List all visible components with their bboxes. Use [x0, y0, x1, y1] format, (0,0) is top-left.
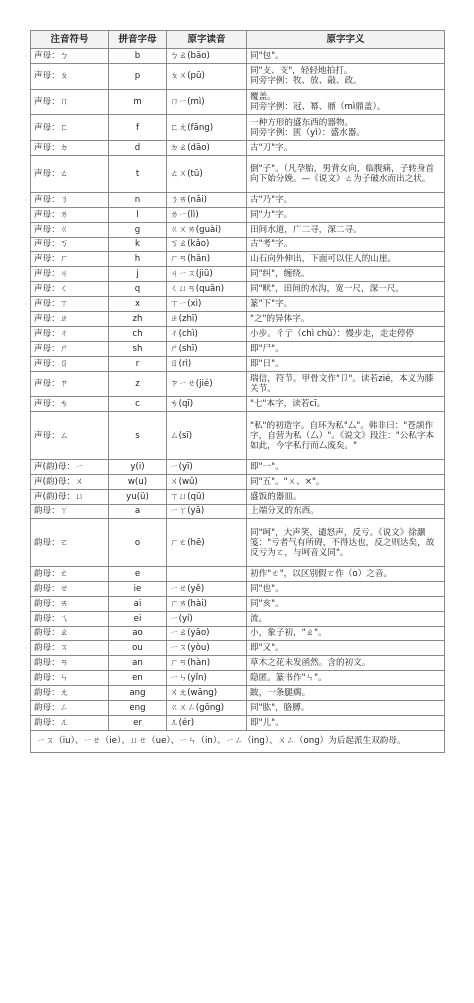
table-row	[31, 701, 445, 716]
table-row	[31, 397, 445, 412]
cell-original-meaning: 同"畎"，田间的水沟，宽一尺，深一尺。	[247, 282, 445, 297]
table-row	[31, 63, 445, 89]
cell-zhuyin: 声母：ㄍ	[31, 222, 109, 237]
cell-zhuyin: 声母：ㄎ	[31, 237, 109, 252]
cell-pinyin: sh	[109, 341, 167, 356]
cell-zhuyin: 声母：ㄆ	[31, 63, 109, 89]
cell-original-meaning: 上端分叉的东西。	[247, 504, 445, 519]
cell-original-reading: ㄊㄨ(tū)	[167, 156, 247, 193]
cell-pinyin: ai	[109, 596, 167, 611]
header-pinyin: 拼音字母	[109, 31, 167, 49]
cell-zhuyin: 声母：ㄈ	[31, 115, 109, 141]
table-row	[31, 715, 445, 730]
cell-original-meaning: 同"肱"，胳膊。	[247, 701, 445, 716]
header-zhuyin: 注音符号	[31, 31, 109, 49]
cell-original-meaning: 同"五"。"ㄨ、×"。	[247, 474, 445, 489]
cell-original-reading: ㄐㄧㄡ(jiū)	[167, 267, 247, 282]
cell-pinyin: ao	[109, 626, 167, 641]
cell-zhuyin: 声母：ㄊ	[31, 156, 109, 193]
cell-original-meaning: 即"尸"。	[247, 341, 445, 356]
cell-zhuyin: 声母：ㄑ	[31, 282, 109, 297]
table-row	[31, 641, 445, 656]
cell-zhuyin: 声母：ㄐ	[31, 267, 109, 282]
cell-original-reading: ㄈㄤ(fāng)	[167, 115, 247, 141]
table-row	[31, 222, 445, 237]
cell-original-meaning: 同"攴、支"，轻轻地拍打。 同旁字例：牧、放、敲、政。	[247, 63, 445, 89]
cell-zhuyin: 声(韵)母：ㄧ	[31, 459, 109, 474]
cell-original-reading: ㄋㄞ(nǎi)	[167, 192, 247, 207]
table-row	[31, 297, 445, 312]
cell-original-reading: ㄅㄠ(bāo)	[167, 49, 247, 64]
cell-original-reading: ㄨㄤ(wāng)	[167, 686, 247, 701]
cell-original-reading: ㄨ(wǔ)	[167, 474, 247, 489]
cell-pinyin: w(u)	[109, 474, 167, 489]
cell-pinyin: yu(ü)	[109, 489, 167, 504]
cell-original-reading: ㄔ(chì)	[167, 326, 247, 341]
cell-original-reading: ㄏㄜ(hē)	[167, 519, 247, 567]
cell-original-reading: ㄧㄠ(yāo)	[167, 626, 247, 641]
table-row	[31, 596, 445, 611]
cell-zhuyin: 声母：ㄅ	[31, 49, 109, 64]
cell-original-reading: ㄘ(qī)	[167, 397, 247, 412]
cell-zhuyin: 声母：ㄖ	[31, 356, 109, 371]
cell-pinyin: b	[109, 49, 167, 64]
cell-pinyin: zh	[109, 311, 167, 326]
cell-pinyin: n	[109, 192, 167, 207]
cell-original-reading: ㄗㄧㄝ(jié)	[167, 371, 247, 397]
cell-pinyin: r	[109, 356, 167, 371]
cell-original-reading: ㄧㄡ(yòu)	[167, 641, 247, 656]
cell-original-reading: ㄧㄝ(yě)	[167, 581, 247, 596]
cell-zhuyin: 韵母：ㄠ	[31, 626, 109, 641]
cell-zhuyin: 韵母：ㄛ	[31, 519, 109, 567]
cell-original-reading: ㄏㄢ(hàn)	[167, 656, 247, 671]
table-row	[31, 252, 445, 267]
cell-original-meaning: 古"考"字。	[247, 237, 445, 252]
cell-zhuyin: 声母：ㄌ	[31, 207, 109, 222]
table-row	[31, 581, 445, 596]
cell-zhuyin: 声母：ㄒ	[31, 297, 109, 312]
cell-original-meaning: 古"乃"字。	[247, 192, 445, 207]
zhuyin-table-container	[30, 30, 444, 753]
cell-original-reading: ㄧ(yī)	[167, 459, 247, 474]
cell-zhuyin: 韵母：ㄜ	[31, 566, 109, 581]
cell-original-meaning: 流。	[247, 611, 445, 626]
cell-original-meaning: 山石向外伸出，下面可以住人的山崖。	[247, 252, 445, 267]
table-row	[31, 192, 445, 207]
cell-original-meaning: 跛，一条腿瘸。	[247, 686, 445, 701]
cell-original-reading: ㄦ(ér)	[167, 715, 247, 730]
cell-pinyin: e	[109, 566, 167, 581]
header-original-meaning: 原字字义	[247, 31, 445, 49]
cell-pinyin: s	[109, 412, 167, 460]
table-row	[31, 626, 445, 641]
cell-zhuyin: 声母：ㄔ	[31, 326, 109, 341]
zhuyin-table	[30, 30, 445, 753]
cell-pinyin: d	[109, 141, 167, 156]
cell-original-meaning: 盛饭的器皿。	[247, 489, 445, 504]
table-row	[31, 237, 445, 252]
table-row	[31, 489, 445, 504]
cell-original-reading: ㄑㄩㄢ(quǎn)	[167, 282, 247, 297]
cell-original-meaning: 古"刀"字。	[247, 141, 445, 156]
cell-original-meaning: 篆"下"字。	[247, 297, 445, 312]
table-row	[31, 459, 445, 474]
cell-zhuyin: 韵母：ㄡ	[31, 641, 109, 656]
cell-original-meaning: 覆盖。 同旁字例：冠、幂、鼏（mì鼎盖）。	[247, 89, 445, 115]
cell-original-reading: ㄧㄣ(yǐn)	[167, 671, 247, 686]
cell-zhuyin: 声母：ㄓ	[31, 311, 109, 326]
cell-original-meaning: 同"力"字。	[247, 207, 445, 222]
table-row	[31, 141, 445, 156]
table-row	[31, 656, 445, 671]
cell-pinyin: ou	[109, 641, 167, 656]
cell-pinyin: y(i)	[109, 459, 167, 474]
cell-original-reading: ㄏㄢ(hǎn)	[167, 252, 247, 267]
cell-original-meaning: 倒"子"。（凡孕胎，男背女向，临腹痛，子转身首向下始分娩。—《说文》ㄊ为子破水而出之状。	[247, 156, 445, 193]
cell-zhuyin: 韵母：ㄟ	[31, 611, 109, 626]
cell-original-reading: ㄓ(zhī)	[167, 311, 247, 326]
table-row	[31, 207, 445, 222]
cell-pinyin: ch	[109, 326, 167, 341]
cell-original-reading: ㄕ(shī)	[167, 341, 247, 356]
cell-original-meaning: 同"包"。	[247, 49, 445, 64]
cell-zhuyin: 韵母：ㄣ	[31, 671, 109, 686]
cell-original-meaning: 草木之花未发函然。含的初文。	[247, 656, 445, 671]
cell-pinyin: ei	[109, 611, 167, 626]
cell-pinyin: f	[109, 115, 167, 141]
cell-original-reading: ㄧ(yí)	[167, 611, 247, 626]
cell-original-reading: ㄎㄠ(kǎo)	[167, 237, 247, 252]
cell-original-reading: ㄉㄠ(dāo)	[167, 141, 247, 156]
cell-original-meaning: 即"一"。	[247, 459, 445, 474]
cell-original-reading: ㄏㄞ(hài)	[167, 596, 247, 611]
table-row	[31, 89, 445, 115]
table-header-row	[31, 31, 445, 49]
table-row	[31, 412, 445, 460]
cell-original-reading: ㄌㄧ(lì)	[167, 207, 247, 222]
cell-original-meaning: 同"呵"，大声笑，谴怒声，反亏。《说文》徐灏笺："亏者气有所碍，不得达也，反之则达矣，故反亏为ㄛ，与呵音义同"。	[247, 519, 445, 567]
table-row	[31, 519, 445, 567]
cell-original-meaning: "私"的初造字。自环为私"厶"。韩非曰："苍颉作字，自营为私（厶）"。《说文》段注："公私字本如此，今字私行而厶废矣。"	[247, 412, 445, 460]
cell-pinyin: k	[109, 237, 167, 252]
table-row	[31, 371, 445, 397]
cell-zhuyin: 声(韵)母：ㄩ	[31, 489, 109, 504]
table-row	[31, 611, 445, 626]
cell-original-meaning: 隐匿。篆书作"ㄣ"。	[247, 671, 445, 686]
cell-original-reading: ㄙ(sī)	[167, 412, 247, 460]
cell-pinyin: l	[109, 207, 167, 222]
cell-zhuyin: 声母：ㄕ	[31, 341, 109, 356]
cell-pinyin: q	[109, 282, 167, 297]
cell-original-meaning: 同"也"。	[247, 581, 445, 596]
table-row	[31, 356, 445, 371]
cell-original-meaning: "之"的异体字。	[247, 311, 445, 326]
cell-original-reading: ㄧㄚ(yā)	[167, 504, 247, 519]
cell-original-reading: ㄍㄨㄥ(gōng)	[167, 701, 247, 716]
footnote-row	[31, 730, 445, 752]
header-original-reading: 原字读音	[167, 31, 247, 49]
cell-original-meaning: 初作"ㄜ"，以区别假ㄛ作（o）之音。	[247, 566, 445, 581]
table-row	[31, 671, 445, 686]
cell-zhuyin: 声母：ㄗ	[31, 371, 109, 397]
cell-original-meaning: 田间水道，广二寻，深二寻。	[247, 222, 445, 237]
cell-zhuyin: 声母：ㄇ	[31, 89, 109, 115]
cell-pinyin: z	[109, 371, 167, 397]
table-row	[31, 504, 445, 519]
cell-pinyin: ie	[109, 581, 167, 596]
cell-original-meaning: 瑞信，符节。甲骨文作"卩"。读若zié，本义为膝关节。	[247, 371, 445, 397]
cell-pinyin: g	[109, 222, 167, 237]
cell-pinyin: c	[109, 397, 167, 412]
table-row	[31, 326, 445, 341]
table-row	[31, 311, 445, 326]
cell-zhuyin: 韵母：ㄦ	[31, 715, 109, 730]
cell-original-reading: ㄖ(rì)	[167, 356, 247, 371]
cell-original-reading: ㄒㄧ(xì)	[167, 297, 247, 312]
table-row	[31, 566, 445, 581]
cell-pinyin: eng	[109, 701, 167, 716]
table-row	[31, 282, 445, 297]
cell-original-reading: ㄆㄨ(pū)	[167, 63, 247, 89]
cell-original-meaning: 同"亥"。	[247, 596, 445, 611]
cell-pinyin: p	[109, 63, 167, 89]
cell-original-reading	[167, 566, 247, 581]
cell-zhuyin: 韵母：ㄝ	[31, 581, 109, 596]
table-body	[31, 49, 445, 731]
cell-pinyin: m	[109, 89, 167, 115]
table-row	[31, 115, 445, 141]
cell-zhuyin: 韵母：ㄢ	[31, 656, 109, 671]
cell-pinyin: o	[109, 519, 167, 567]
cell-zhuyin: 韵母：ㄥ	[31, 701, 109, 716]
cell-pinyin: en	[109, 671, 167, 686]
cell-pinyin: ang	[109, 686, 167, 701]
cell-zhuyin: 声(韵)母：ㄨ	[31, 474, 109, 489]
cell-original-meaning: 一种方形的盛东西的器物。 同旁字例：匧（yì）：盛水器。	[247, 115, 445, 141]
cell-zhuyin: 韵母：ㄚ	[31, 504, 109, 519]
cell-zhuyin: 声母：ㄋ	[31, 192, 109, 207]
table-row	[31, 49, 445, 64]
cell-original-meaning: "七"本字，读若cī。	[247, 397, 445, 412]
cell-zhuyin: 声母：ㄘ	[31, 397, 109, 412]
cell-pinyin: an	[109, 656, 167, 671]
cell-zhuyin: 声母：ㄙ	[31, 412, 109, 460]
cell-original-meaning: 即"又"。	[247, 641, 445, 656]
footnote: ㄧㄡ（iu）、ㄧㄝ（ie）、ㄩㄝ（ue）、ㄧㄣ（in）、ㄧㄥ（ing）、ㄨㄥ（ong）为后起派生双韵母。	[31, 730, 445, 752]
cell-original-reading: ㄍㄨㄞ(guài)	[167, 222, 247, 237]
cell-pinyin: er	[109, 715, 167, 730]
cell-pinyin: t	[109, 156, 167, 193]
cell-zhuyin: 韵母：ㄞ	[31, 596, 109, 611]
cell-original-reading: ㄒㄩ(qū)	[167, 489, 247, 504]
cell-zhuyin: 韵母：ㄤ	[31, 686, 109, 701]
cell-pinyin: x	[109, 297, 167, 312]
table-row	[31, 267, 445, 282]
cell-original-meaning: 即"日"。	[247, 356, 445, 371]
table-row	[31, 686, 445, 701]
cell-original-meaning: 小，象子初，"ㄠ"。	[247, 626, 445, 641]
cell-pinyin: a	[109, 504, 167, 519]
cell-original-reading: ㄇㄧ(mì)	[167, 89, 247, 115]
cell-original-meaning: 同"纠"，缠绕。	[247, 267, 445, 282]
cell-pinyin: h	[109, 252, 167, 267]
table-row	[31, 341, 445, 356]
cell-original-meaning: 即"儿"。	[247, 715, 445, 730]
cell-pinyin: j	[109, 267, 167, 282]
cell-zhuyin: 声母：ㄏ	[31, 252, 109, 267]
table-row	[31, 156, 445, 193]
table-row	[31, 474, 445, 489]
cell-original-meaning: 小步。彳亍（chì chù）：慢步走，走走停停	[247, 326, 445, 341]
cell-zhuyin: 声母：ㄉ	[31, 141, 109, 156]
